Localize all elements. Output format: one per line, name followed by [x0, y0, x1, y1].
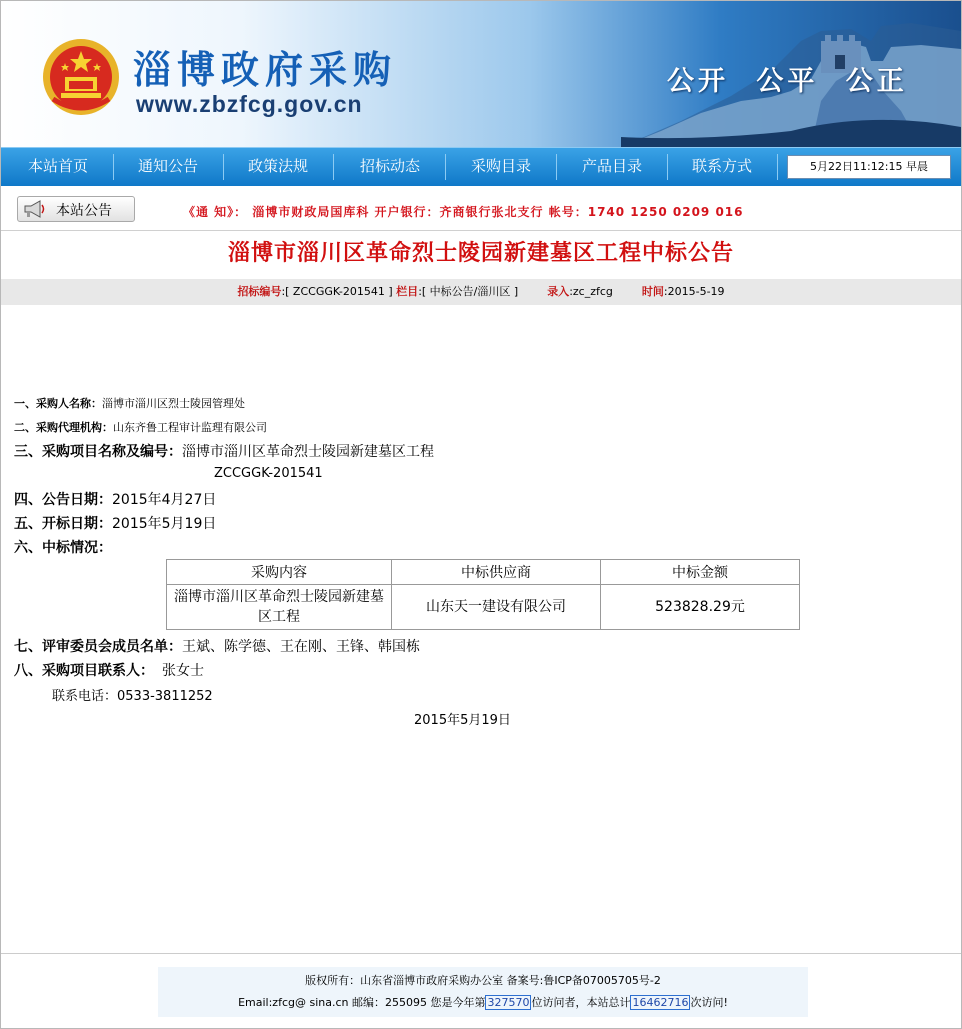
- notice-bar: [1, 186, 961, 231]
- announcement-badge[interactable]: [17, 196, 135, 222]
- meta-entry-label: 录入: [547, 285, 570, 298]
- nav-separator: [333, 154, 334, 180]
- section-award: [14, 537, 112, 557]
- site-title: 淄博政府采购: [133, 48, 398, 92]
- footer-contact-suffix: 次访问!: [690, 996, 728, 1009]
- announcement-date: 2015年5月19日: [414, 713, 511, 728]
- award-table: [166, 559, 800, 630]
- megaphone-icon: [22, 198, 48, 220]
- section-project: [14, 441, 434, 461]
- meta-time-value: :2015-5-19: [663, 285, 725, 298]
- nav-separator: [777, 154, 778, 180]
- section-label: 四、公告日期：: [14, 492, 112, 508]
- clock-display: 5月22日11:12:15 早晨: [787, 155, 951, 179]
- section-label: 二、采购代理机构：: [14, 421, 113, 434]
- site-slogan: 公开 公平 公正: [667, 66, 908, 97]
- nav-item-tender-news[interactable]: 招标动态: [359, 157, 420, 175]
- section-announce-date: [14, 489, 216, 509]
- notice-marquee-text[interactable]: 《通 知》： 淄博市财政局国库科 开户银行：齐商银行张北支行 帐号：1740 1250 0209 016: [183, 205, 744, 219]
- section-label: 六、中标情况：: [14, 540, 112, 556]
- nav-item-home[interactable]: 本站首页: [27, 157, 88, 175]
- contact-phone: 联系电话：0533-3811252: [52, 689, 213, 704]
- meta-column-value: :[ 中标公告/淄川区 ]: [418, 285, 519, 298]
- section-value: 王斌、陈学德、王在刚、王锋、韩国栋: [182, 639, 420, 655]
- section-agency: [14, 419, 267, 435]
- footer-contact-line: [158, 994, 808, 1010]
- section-value: 淄博市淄川区烈士陵园管理处: [102, 397, 245, 410]
- footer-contact-mid: 位访问者，本站总计: [531, 996, 631, 1009]
- table-cell-amount: 523828.29元: [601, 585, 800, 630]
- meta-column-label: 栏目: [396, 285, 419, 298]
- section-value: 2015年5月19日: [112, 516, 217, 532]
- table-cell-supplier: 山东天一建设有限公司: [392, 585, 601, 630]
- project-code: ZCCGGK-201541: [214, 466, 323, 481]
- section-label: 一、采购人名称：: [14, 397, 102, 410]
- article-meta-bar: [1, 279, 961, 305]
- section-value: 山东齐鲁工程审计监理有限公司: [113, 421, 267, 434]
- nav-item-notices[interactable]: 通知公告: [137, 157, 198, 175]
- section-contact: [14, 660, 204, 680]
- meta-code-value: :[ ZCCGGK-201541 ]: [281, 285, 393, 298]
- page-title: 淄博市淄川区革命烈士陵园新建墓区工程中标公告: [227, 241, 734, 266]
- footer-copyright: 版权所有：山东省淄博市政府采购办公室 备案号:鲁ICP备07005705号-2: [305, 974, 661, 987]
- section-value: 2015年4月27日: [112, 492, 217, 508]
- footer-divider: [1, 953, 961, 954]
- meta-code-label: 招标编号: [237, 285, 282, 298]
- section-label: 七、评审委员会成员名单：: [14, 639, 182, 655]
- footer-contact-prefix: Email:zfcg@ sina.cn 邮编：255095 您是今年第: [238, 996, 486, 1009]
- section-value: 淄博市淄川区革命烈士陵园新建墓区工程: [182, 444, 434, 460]
- meta-time-label: 时间: [641, 285, 664, 298]
- nav-item-policies[interactable]: 政策法规: [247, 157, 308, 175]
- table-cell-content: 淄博市淄川区革命烈士陵园新建墓区工程: [167, 585, 392, 630]
- total-visit-counter: 16462716: [632, 996, 689, 1009]
- year-visitor-counter: 327570: [487, 996, 530, 1009]
- nav-item-product-catalog[interactable]: 产品目录: [581, 157, 642, 175]
- announcement-badge-label: 本站公告: [56, 203, 112, 219]
- footer: [158, 967, 808, 1017]
- main-nav: [1, 147, 961, 186]
- section-committee: [14, 636, 420, 656]
- section-value: 张女士: [162, 663, 204, 679]
- section-label: 三、采购项目名称及编号：: [14, 444, 182, 460]
- section-open-date: [14, 513, 216, 533]
- table-header-amount: 中标金额: [601, 560, 800, 585]
- table-header-row: [167, 560, 800, 585]
- header-banner: [1, 1, 961, 147]
- national-emblem-icon: [41, 37, 121, 117]
- table-header-supplier: 中标供应商: [392, 560, 601, 585]
- table-header-content: 采购内容: [167, 560, 392, 585]
- nav-item-contact[interactable]: 联系方式: [691, 157, 752, 175]
- section-label: 八、采购项目联系人：: [14, 663, 154, 679]
- site-url: www.zbzfcg.gov.cn: [136, 91, 363, 117]
- nav-item-procurement-catalog[interactable]: 采购目录: [470, 157, 531, 175]
- meta-entry-value: :zc_zfcg: [569, 285, 613, 298]
- section-purchaser: [14, 395, 245, 411]
- section-label: 五、开标日期：: [14, 516, 112, 532]
- table-row: [167, 585, 800, 630]
